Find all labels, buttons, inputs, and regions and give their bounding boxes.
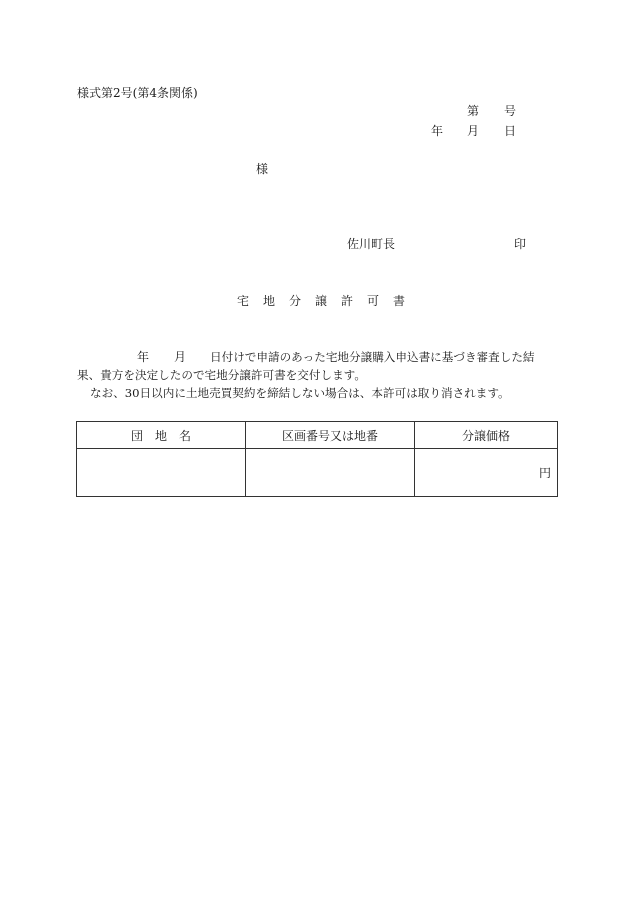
body-line1: 日付けで申請のあった宅地分譲購入申込書に基づき審査した結 [210,350,535,364]
title-char: 書 [393,294,406,308]
title-char: 譲 [315,294,328,308]
form-number: 様式第2号(第4条関係) [77,86,198,100]
title-char: 地 [263,294,276,308]
cell-lot-number [246,449,415,497]
title-char: 可 [367,294,380,308]
header-sale-price: 分譲価格 [415,422,558,449]
seal-mark: 印 [514,237,527,251]
table-header-row [77,422,558,449]
date-month: 月 [467,124,480,138]
document-number-go: 号 [504,104,517,118]
document-title [237,294,407,308]
cell-sale-price: 円 [415,449,558,497]
document-number-dai: 第 [467,104,480,118]
date-year: 年 [431,124,444,138]
table-row [77,449,558,497]
title-char: 宅 [237,294,250,308]
cell-estate-name [77,449,246,497]
parcel-table [76,421,558,497]
sender-name: 佐川町長 [347,237,396,251]
body-year: 年 [137,350,150,364]
body-line3: なお、30日以内に土地売買契約を締結しない場合は、本許可は取り消されます。 [90,386,510,400]
header-lot-number: 区画番号又は地番 [246,422,415,449]
addressee-honorific: 様 [256,162,269,176]
header-estate-name: 団 地 名 [77,422,246,449]
body-month: 月 [174,350,187,364]
title-char: 許 [341,294,354,308]
title-char: 分 [289,294,302,308]
body-line2: 果、貴方を決定したので宅地分譲許可書を交付します。 [77,368,366,382]
date-day: 日 [504,124,517,138]
